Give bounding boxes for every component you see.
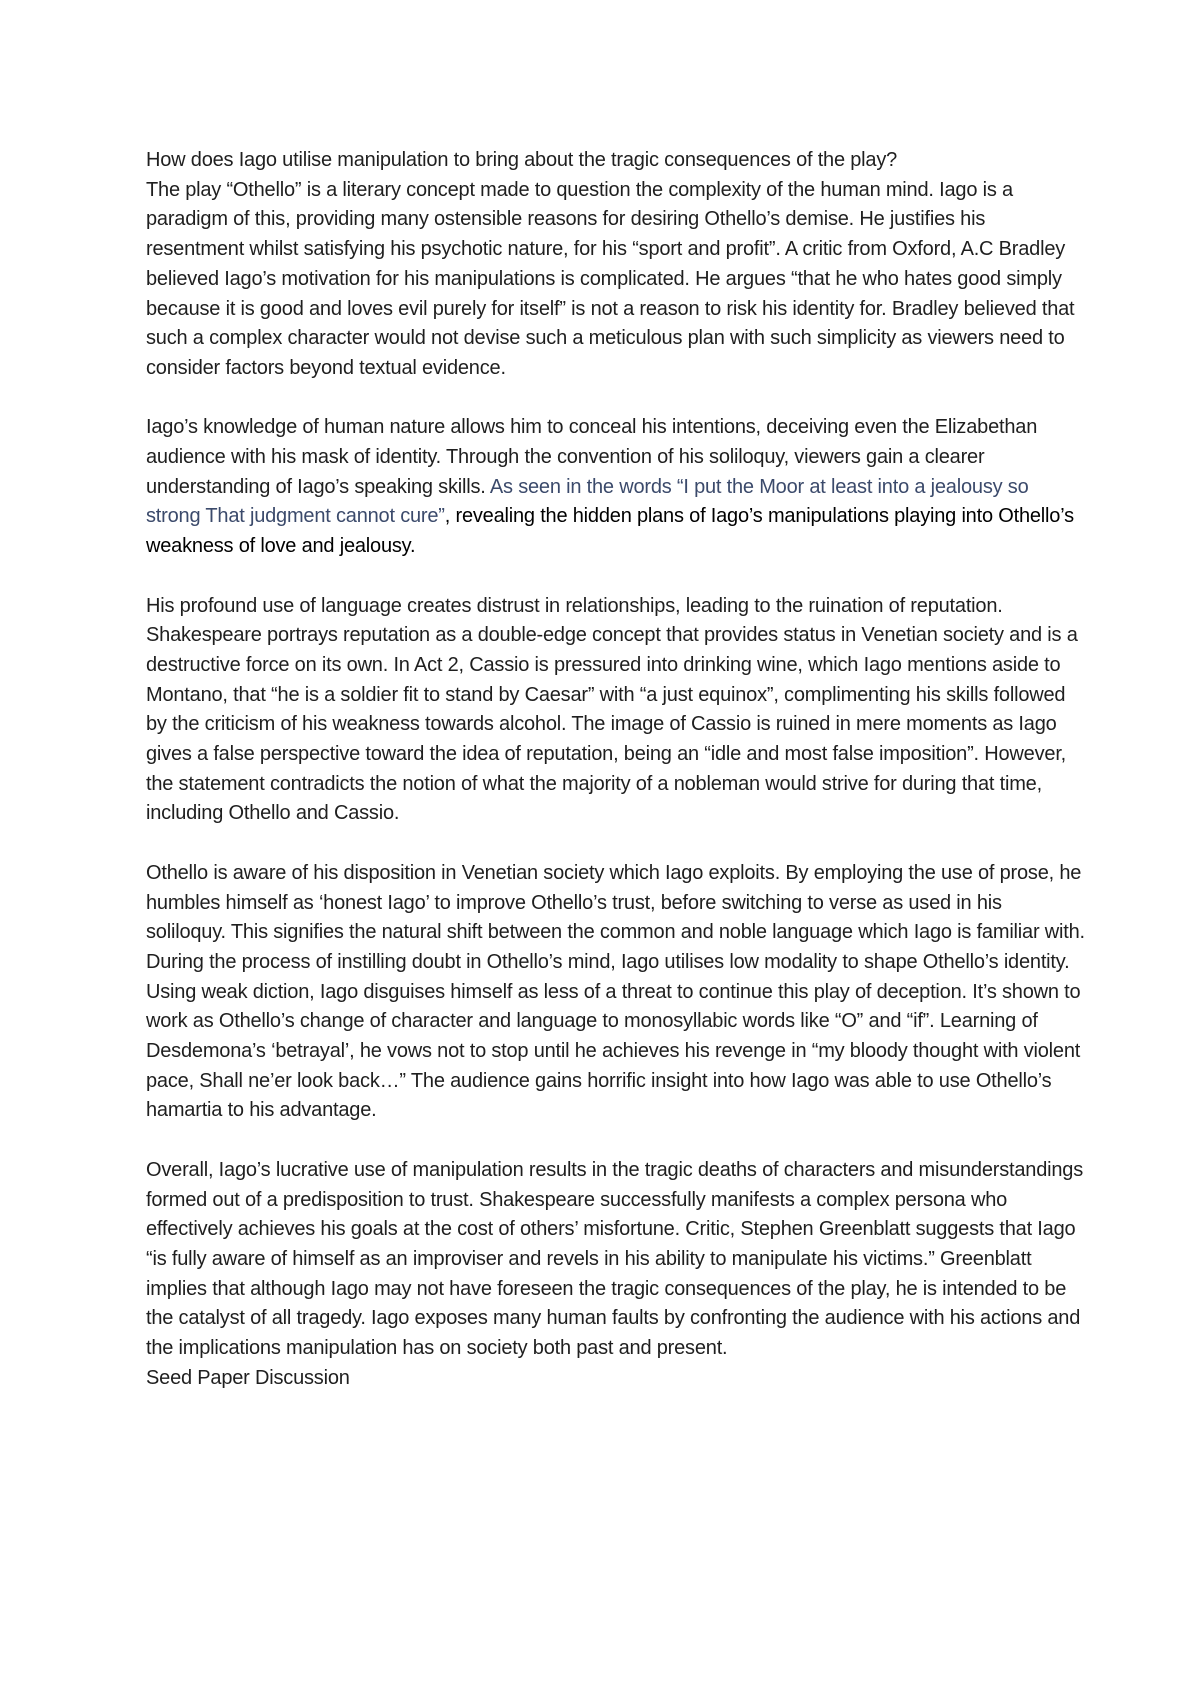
paragraph-gap xyxy=(146,562,1086,592)
footer-line: Seed Paper Discussion xyxy=(146,1366,350,1389)
document-page xyxy=(146,146,1086,1393)
reputation-paragraph: His profound use of language creates distrust in relationships, leading to the ruination of reputation. Shakespeare portrays reputation as a double-edge concept that provides status in Venetian society and is a destructive force on its own. In Act 2, Cassio is pressured into drinking wine, which Iago mentions aside to Montano, that “he is a soldier fit to stand by Caesar” with “a just equinox”, complimenting his skills followed by the criticism of his weakness towards alcohol. The image of Cassio is ruined in mere moments as Iago gives a false perspective toward the idea of reputation, being an “idle and most false imposition”. However, the statement contradicts the notion of what the majority of a nobleman would strive for during that time, including Othello and Cassio. xyxy=(146,594,1078,825)
soliloquy-text: Iago’s knowledge of human nature allows him to conceal his intentions, deceiving even the Elizabethan audience with his mask of identity. Through the convention of his soliloquy, viewers gain a clearer understanding of Iago’s speaking skills. xyxy=(146,416,1038,498)
paragraph-gap xyxy=(146,1126,1086,1156)
soliloquy-quote: As seen in the words “I put the Moor at least into a jealousy so strong That judgment cannot cure” xyxy=(146,475,1029,528)
soliloquy-conclusion: , revealing the hidden plans of Iago’s manipulations playing into Othello’s weakness of love and jealousy. xyxy=(146,505,1074,558)
modality-paragraph: During the process of instilling doubt in Othello’s mind, Iago utilises low modality to shape Othello’s identity. Using weak diction, Iago disguises himself as less of a threat to continue this play of deception. It’s shown to work as Othello’s change of character and language to monosyllabic words like “O” and “if”. Learning of Desdemona’s ‘betrayal’, he vows not to stop until he achieves his revenge in “my bloody thought with violent pace, Shall ne’er look back…” The audience gains horrific insight into how Iago was able to use Othello’s hamartia to his advantage. xyxy=(146,950,1081,1122)
prose-verse-paragraph: Othello is aware of his disposition in Venetian society which Iago exploits. By employing the use of prose, he humbles himself as ‘honest Iago’ to improve Othello’s trust, before switching to verse as used in his soliloquy. This signifies the natural shift between the common and noble language which Iago is familiar with. xyxy=(146,861,1085,944)
soliloquy-paragraph xyxy=(146,413,1086,562)
essay-question: How does Iago utilise manipulation to bring about the tragic consequences of the play? xyxy=(146,149,898,171)
intro-paragraph: The play “Othello” is a literary concept made to question the complexity of the human mind. Iago is a paradigm of this, providing many ostensible reasons for desiring Othello’s demise. He justifies his resentment whilst satisfying his psychotic nature, for his “sport and profit”. A critic from Oxford, A.C Bradley believed Iago’s motivation for his manipulations is complicated. He argues “that he who hates good simply because it is good and loves evil purely for itself” is not a reason to risk his identity for. Bradley believed that such a complex character would not devise such a meticulous plan with such simplicity as viewers need to consider factors beyond textual evidence. xyxy=(146,178,1075,379)
paragraph-gap xyxy=(146,829,1086,859)
paragraph-gap xyxy=(146,384,1086,414)
conclusion-paragraph: Overall, Iago’s lucrative use of manipulation results in the tragic deaths of characters and misunderstandings formed out of a predisposition to trust. Shakespeare successfully manifests a complex persona who effectively achieves his goals at the cost of others’ misfortune. Critic, Stephen Greenblatt suggests that Iago “is fully aware of himself as an improviser and revels in his ability to manipulate his victims.” Greenblatt implies that although Iago may not have foreseen the tragic consequences of the play, he is intended to be the catalyst of all tragedy. Iago exposes many human faults by confronting the audience with his actions and the implications manipulation has on society both past and present. xyxy=(146,1158,1084,1360)
